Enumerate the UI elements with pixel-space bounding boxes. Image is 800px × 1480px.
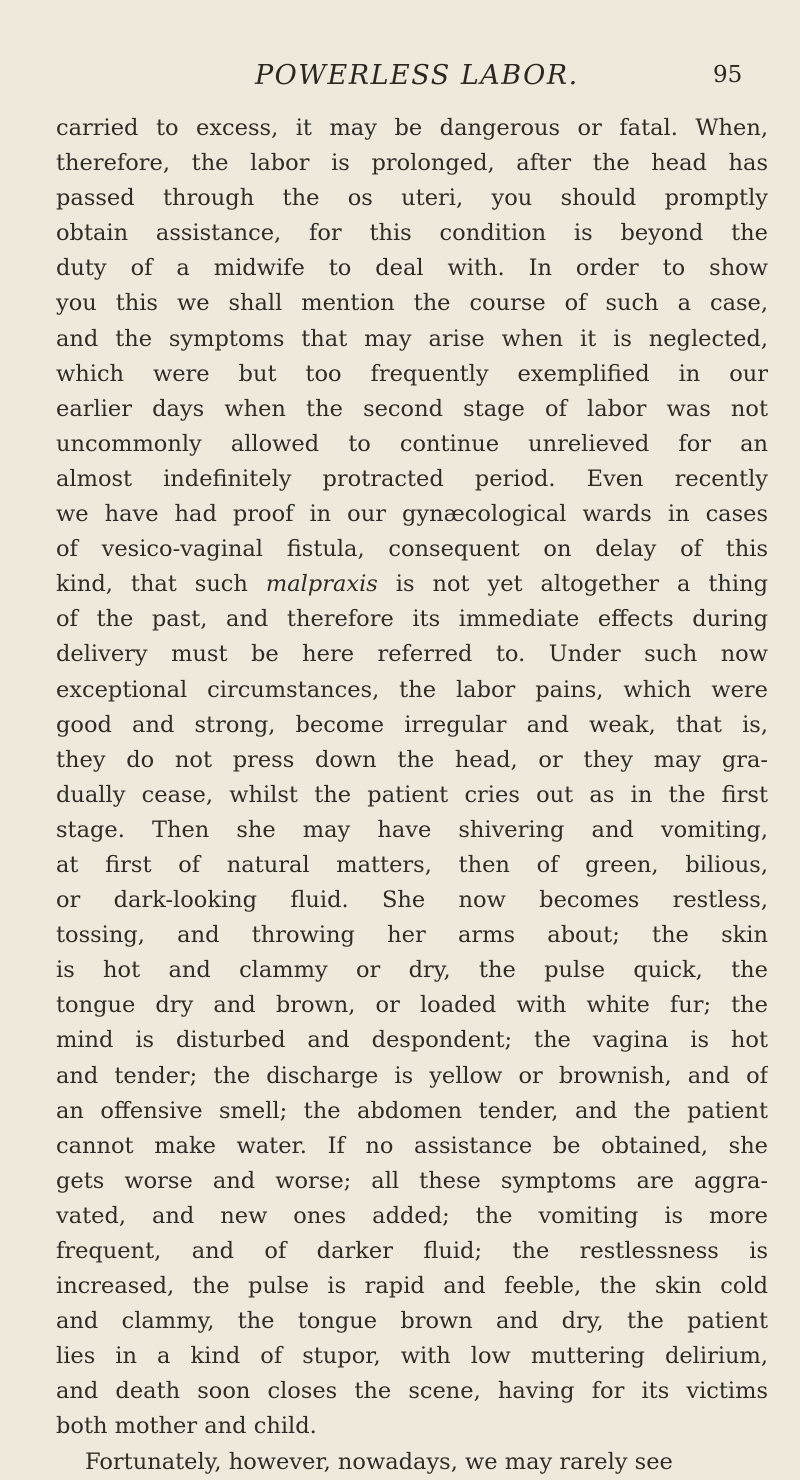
text-line: tossing, and throwing her arms about; the skin [56, 922, 768, 949]
text-line: gets worse and worse; all these symptoms are aggra- [56, 1167, 768, 1194]
italic-term: malpraxis [265, 571, 378, 598]
text-segment: kind, that such [56, 571, 248, 598]
text-line: obtain assistance, for this condition is beyond the [56, 220, 768, 247]
text-line: is hot and clammy or dry, the pulse quick, the [56, 957, 768, 984]
text-segment: is not yet altogether a thing [377, 571, 768, 598]
text-line: dually cease, whilst the patient cries out as in the first [56, 781, 768, 808]
text-line: uncommonly allowed to continue unrelieved for an [56, 430, 768, 457]
text-line: which were but too frequently exemplified in our [56, 360, 768, 387]
text-line: mind is disturbed and despondent; the vagina is hot [56, 1027, 768, 1054]
text-line: carried to excess, it may be dangerous or fatal. When, [56, 115, 768, 141]
text-line: therefore, the labor is prolonged, after the head has [56, 150, 768, 177]
text-line: good and strong, become irregular and weak, that is, [56, 711, 768, 738]
text-line: you this we shall mention the course of such a case, [56, 290, 768, 317]
text-line: Fortunately, however, nowadays, we may rarely see [85, 1448, 673, 1475]
text-line: both mother and child. [56, 1413, 317, 1440]
body-text [56, 111, 768, 1480]
running-head [0, 60, 800, 100]
text-line: tongue dry and brown, or loaded with white fur; the [56, 992, 768, 1019]
text-line: and clammy, the tongue brown and dry, the patient [56, 1308, 768, 1335]
text-line: of the past, and therefore its immediate effects during [56, 606, 768, 633]
text-line: duty of a midwife to deal with. In order to show [56, 255, 768, 282]
text-line: delivery must be here referred to. Under such now [56, 641, 768, 668]
text-line: and death soon closes the scene, having for its victims [56, 1378, 768, 1405]
text-line: and tender; the discharge is yellow or brownish, and of [56, 1062, 768, 1089]
text-line: and the symptoms that may arise when it is neglected, [56, 325, 768, 352]
text-line: vated, and new ones added; the vomiting is more [56, 1202, 768, 1229]
text-line: increased, the pulse is rapid and feeble, the skin cold [56, 1273, 768, 1300]
text-line: or dark-looking fluid. She now becomes restless, [56, 887, 768, 914]
text-line: of vesico-vaginal fistula, consequent on delay of this [56, 536, 768, 563]
text-line: earlier days when the second stage of labor was not [56, 395, 768, 422]
text-line: lies in a kind of stupor, with low muttering delirium, [56, 1343, 768, 1370]
text-line: passed through the os uteri, you should promptly [56, 185, 768, 212]
text-line: exceptional circumstances, the labor pains, which were [56, 676, 768, 703]
running-title: POWERLESS LABOR. [255, 60, 579, 91]
text-line: they do not press down the head, or they may gra- [56, 746, 768, 773]
text-line: we have had proof in our gynæcological wards in cases [56, 501, 768, 528]
text-line: frequent, and of darker fluid; the restlessness is [56, 1238, 768, 1264]
text-line: cannot make water. If no assistance be obtained, she [56, 1132, 768, 1159]
text-line: almost indefinitely protracted period. Even recently [56, 465, 768, 492]
text-line-mixed [56, 567, 768, 602]
page-number: 95 [713, 62, 743, 88]
text-line: at first of natural matters, then of green, bilious, [56, 851, 768, 878]
text-line: an offensive smell; the abdomen tender, and the patient [56, 1097, 768, 1124]
text-line: stage. Then she may have shivering and vomiting, [56, 816, 768, 843]
